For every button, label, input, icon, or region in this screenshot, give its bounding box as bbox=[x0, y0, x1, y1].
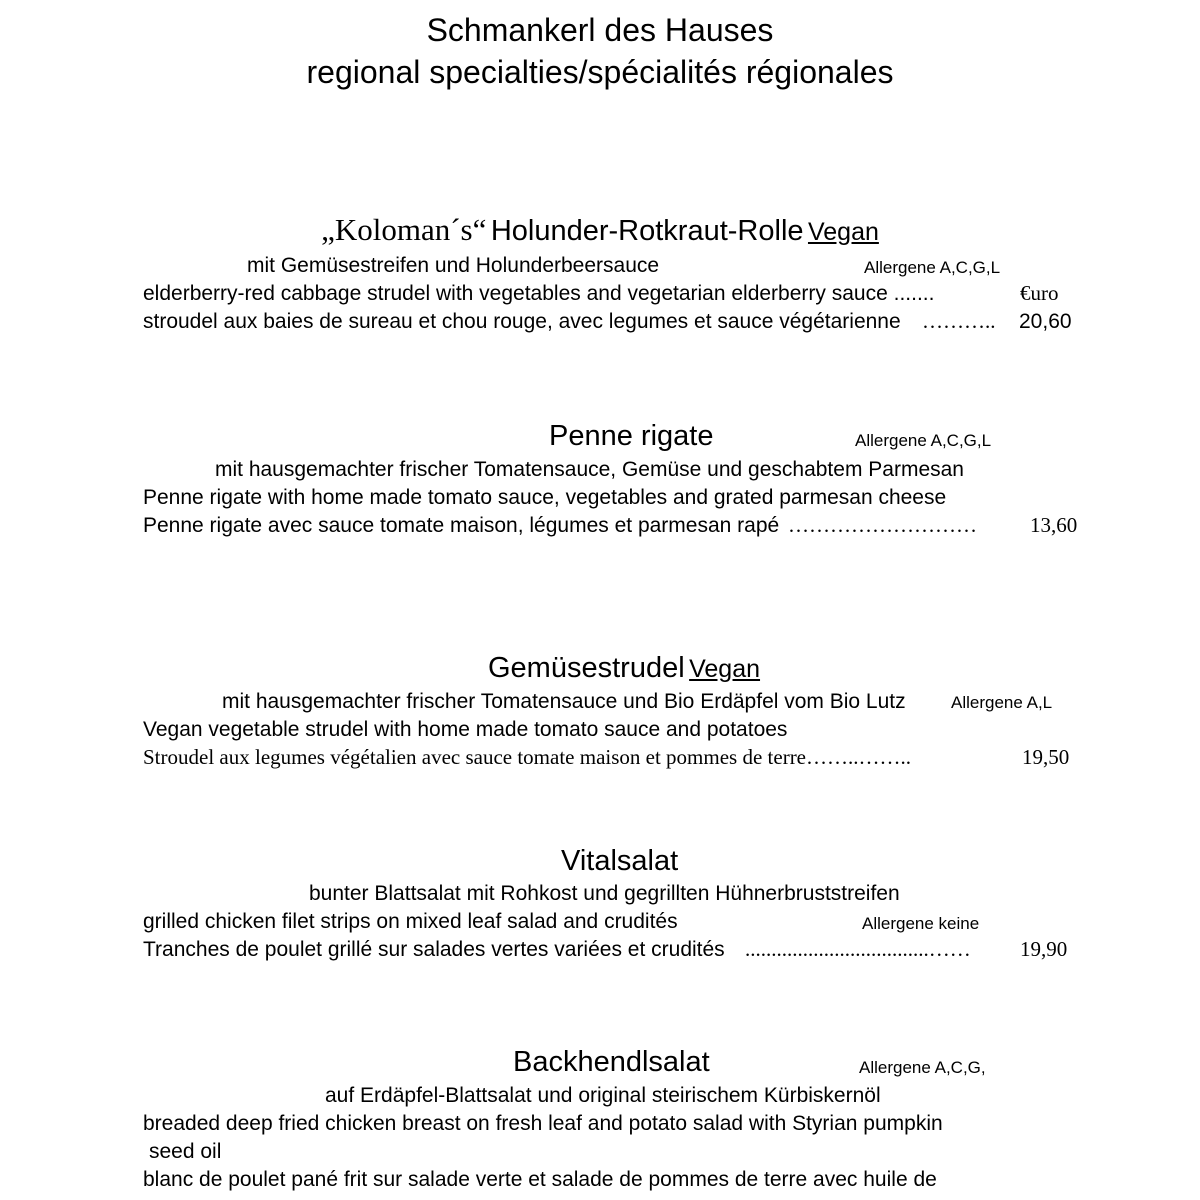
page-title: Schmankerl des Hauses bbox=[426, 12, 774, 48]
page-subtitle: regional specialties/spécialités régionales bbox=[306, 54, 894, 90]
dish-desc-de: mit hausgemachter frischer Tomatensauce, Gemüse und geschabtem Parmesan bbox=[215, 458, 964, 481]
leader-dots: ……..…….. bbox=[806, 745, 912, 769]
vegan-tag: Vegan bbox=[689, 655, 761, 683]
dish-desc-fr: Tranches de poulet grillé sur salades vertes variées et crudités bbox=[143, 938, 725, 961]
currency-label: €uro bbox=[1020, 281, 1059, 305]
dish-desc-fr: stroudel aux baies de sureau et chou rouge, avec legumes et sauce végétarienne bbox=[143, 310, 901, 333]
dish-desc-en: Penne rigate with home made tomato sauce, vegetables and grated parmesan cheese bbox=[143, 486, 947, 509]
dish-title-gemuesestrudel bbox=[488, 654, 760, 683]
vegan-tag: Vegan bbox=[807, 218, 879, 246]
dish-desc-de: mit Gemüsestreifen und Holunderbeersauce bbox=[247, 254, 660, 277]
allergen-info: Allergene A,L bbox=[951, 693, 1053, 712]
dish-name: Holunder-Rotkraut-Rolle bbox=[490, 215, 804, 247]
allergen-info: Allergene A,C,G,L bbox=[864, 258, 1001, 277]
dish-desc-en: Vegan vegetable strudel with home made tomato sauce and potatoes bbox=[143, 718, 788, 741]
leader-dots: ……………………… bbox=[788, 513, 977, 537]
dish-desc-fr-text: Stroudel aux legumes végétalien avec sauce tomate maison et pommes de terre bbox=[143, 745, 807, 769]
dish-name: Backhendlsalat bbox=[513, 1046, 710, 1078]
dish-name: Penne rigate bbox=[549, 420, 714, 452]
leader-dots: ...................................…… bbox=[745, 937, 971, 961]
dish-desc-de: auf Erdäpfel-Blattsalat und original steirischem Kürbiskernöl bbox=[325, 1084, 881, 1107]
dish-price: 19,50 bbox=[1022, 745, 1070, 769]
dish-name: Vitalsalat bbox=[561, 845, 679, 877]
dish-desc-fr bbox=[143, 747, 911, 768]
dish-title-koloman bbox=[0, 214, 1200, 246]
dish-desc-fr: Penne rigate avec sauce tomate maison, légumes et parmesan rapé bbox=[143, 514, 780, 537]
dish-desc-en: elderberry-red cabbage strudel with vegetables and vegetarian elderberry sauce ....... bbox=[143, 282, 935, 305]
allergen-info: Allergene A,C,G, bbox=[859, 1058, 986, 1077]
dish-name-prefix: „Koloman´s“ bbox=[321, 212, 487, 247]
dish-desc-en: breaded deep fried chicken breast on fresh leaf and potato salad with Styrian pumpkin bbox=[143, 1112, 943, 1135]
dish-price: 20,60 bbox=[1019, 310, 1072, 333]
dish-desc-en-cont: seed oil bbox=[149, 1140, 222, 1163]
dish-price: 13,60 bbox=[1030, 513, 1078, 537]
dish-price: 19,90 bbox=[1020, 937, 1068, 961]
allergen-info: Allergene A,C,G,L bbox=[855, 431, 992, 450]
leader-dots: ……….. bbox=[922, 309, 996, 333]
dish-desc-de: bunter Blattsalat mit Rohkost und gegrillten Hühnerbruststreifen bbox=[309, 882, 900, 905]
dish-desc-de: mit hausgemachter frischer Tomatensauce und Bio Erdäpfel vom Bio Lutz bbox=[222, 690, 906, 713]
dish-desc-en: grilled chicken filet strips on mixed leaf salad and crudités bbox=[143, 910, 678, 933]
dish-desc-fr: blanc de poulet pané frit sur salade verte et salade de pommes de terre avec huile de bbox=[143, 1168, 937, 1191]
allergen-info: Allergene keine bbox=[862, 914, 980, 933]
dish-name: Gemüsestrudel bbox=[488, 652, 685, 684]
